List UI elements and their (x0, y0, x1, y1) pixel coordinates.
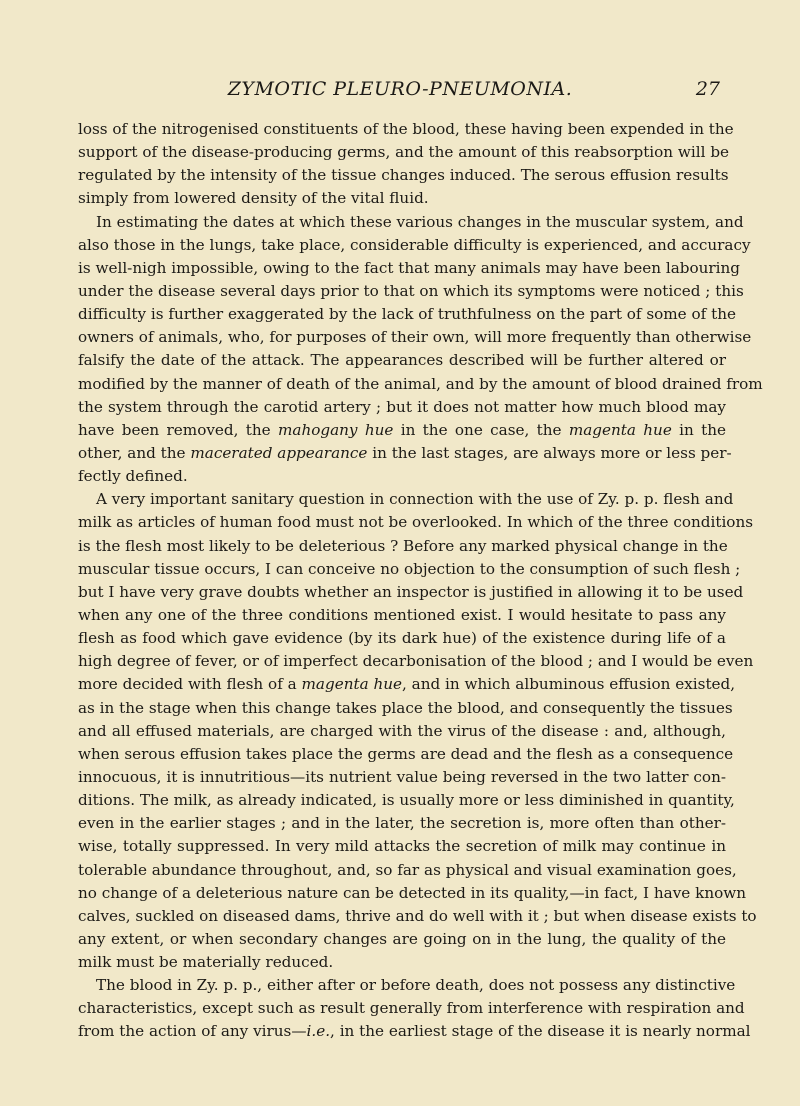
text-line: modified by the manner of death of the animal, and by the amount of blood drained from (78, 374, 763, 393)
text-line: muscular tissue occurs, I can conceive no objection to the consumption of such flesh ; (78, 559, 741, 578)
text-line: from the action of any virus—i.e., in the earliest stage of the disease it is nearly normal (78, 1022, 751, 1041)
text-line: flesh as food which gave evidence (by its dark hue) of the existence during life of a (78, 629, 726, 648)
text-line: under the disease several days prior to that on which its symptoms were noticed ; this (78, 281, 744, 300)
text-line: when serous effusion takes place the germs are dead and the flesh as a consequence (78, 744, 734, 763)
text-line: is the flesh most likely to be deleterious ? Before any marked physical change in the (78, 536, 728, 555)
text-line: In estimating the dates at which these various changes in the muscular system, and (96, 212, 744, 231)
text-line: even in the earlier stages ; and in the later, the secretion is, more often than other- (78, 814, 726, 833)
text-line: innocuous, it is innutritious—its nutrient value being reversed in the two latter con- (78, 767, 726, 786)
text-line: loss of the nitrogenised constituents of the blood, these having been expended in the (78, 120, 734, 138)
text-line: difficulty is further exaggerated by the lack of truthfulness on the part of some of the (78, 305, 736, 324)
text-line: simply from lowered density of the vital fluid. (78, 189, 429, 208)
text-line: calves, suckled on diseased dams, thrive and do well with it ; but when disease exists to (78, 906, 757, 925)
text-line: as in the stage when this change takes place the blood, and consequently the tissues (78, 698, 733, 717)
text-line: fectly defined. (78, 467, 188, 486)
text-line: when any one of the three conditions mentioned exist. I would hesitate to pass any (78, 605, 726, 624)
text-line: support of the disease-producing germs, and the amount of this reabsorption will be (78, 143, 730, 162)
text-line: milk must be materially reduced. (78, 953, 334, 972)
text-line: owners of animals, who, for purposes of their own, will more frequently than otherwise (78, 328, 752, 347)
text-line: is well-nigh impossible, owing to the fact that many animals may have been labouring (78, 258, 741, 277)
text-line: characteristics, except such as result generally from interference with respiration and (78, 999, 745, 1018)
page-number: 27 (695, 78, 720, 100)
text-line: wise, totally suppressed. In very mild attacks the secretion of milk may continue in (78, 837, 726, 856)
text-line: but I have very grave doubts whether an inspector is justified in allowing it to be used (78, 582, 744, 601)
text-line: any extent, or when secondary changes are going on in the lung, the quality of the (78, 929, 726, 948)
text-line: no change of a deleterious nature can be detected in its quality,—in fact, I have known (78, 883, 747, 902)
page-header (0, 74, 800, 104)
running-title: ZYMOTIC PLEURO-PNEUMONIA. (227, 78, 573, 100)
text-line: and all effused materials, are charged with the virus of the disease : and, although, (78, 721, 726, 740)
text-line: milk as articles of human food must not be overlooked. In which of the three conditions (78, 513, 754, 532)
text-line: falsify the date of the attack. The appearances described will be further altered or (78, 351, 726, 370)
text-line: other, and the macerated appearance in the last stages, are always more or less per- (78, 443, 732, 462)
text-line: also those in the lungs, take place, considerable difficulty is experienced, and accuracy (78, 235, 751, 254)
text-line: ditions. The milk, as already indicated, is usually more or less diminished in quantity, (78, 791, 735, 810)
text-line: the system through the carotid artery ; but it does not matter how much blood may (78, 397, 726, 416)
text-line: regulated by the intensity of the tissue changes induced. The serous effusion results (78, 166, 729, 185)
body-text (78, 118, 763, 1044)
text-line: have been removed, the mahogany hue in the one case, the magenta hue in the (78, 420, 727, 439)
text-line: A very important sanitary question in connection with the use of Zy. p. p. flesh and (96, 490, 734, 509)
text-line: high degree of fever, or of imperfect decarbonisation of the blood ; and I would be even (78, 652, 754, 671)
text-line: more decided with flesh of a magenta hue, and in which albuminous effusion existed, (78, 675, 736, 694)
text-line: tolerable abundance throughout, and, so far as physical and visual examination goes, (78, 860, 737, 879)
text-line: The blood in Zy. p. p., either after or before death, does not possess any distinctive (96, 976, 736, 995)
